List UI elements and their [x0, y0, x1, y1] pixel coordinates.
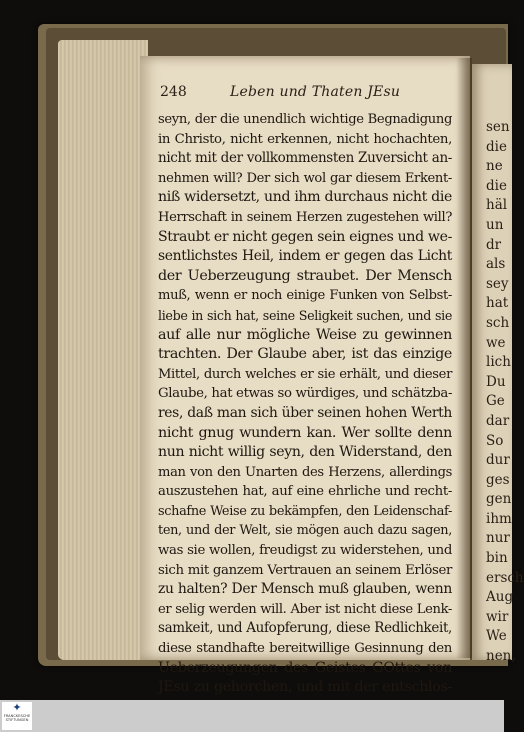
page-body-text [158, 110, 452, 717]
facing-page-fragment: die [486, 138, 507, 155]
text-line: der Ueberzeugung straubet. Der Mensch [158, 267, 452, 284]
facing-page-fragment: un [486, 216, 504, 233]
text-line: nehmen will? Der sich wol gar diesem Erkent- [158, 170, 452, 186]
facing-page-fragment: ges [486, 471, 510, 488]
facing-page-fragment: lich [486, 354, 511, 371]
text-line: seyn, der die unendlich wichtige Begnadigung [158, 112, 452, 127]
facing-page-fragment: ne [486, 158, 503, 175]
facing-page-fragment: dr [486, 236, 502, 253]
facing-page-fragments [472, 118, 524, 667]
text-line: Straubt er nicht gegen sein eignes und we- [158, 228, 453, 245]
institution-logo[interactable] [2, 702, 32, 730]
text-line: muß, wenn er noch einige Funken von Selbst- [158, 288, 452, 304]
facing-page-fragment: die [486, 177, 507, 194]
text-line: nun nicht willig seyn, den Widerstand, den [158, 444, 452, 461]
facing-page-fragment: gen [486, 491, 512, 508]
text-line: nicht mit der vollkommensten Zuversicht an- [158, 150, 452, 167]
book-gutter [456, 58, 472, 658]
text-line: nicht gnug wundern kan. Wer sollte denn [158, 424, 452, 441]
text-line: trachten. Der Glaube aber, ist das einzige [158, 346, 452, 363]
facing-page-fragment: sey [486, 275, 509, 292]
text-line: zu halten? Der Mensch muß glauben, wenn [158, 581, 452, 598]
facing-page-fragment: we [486, 334, 506, 351]
text-line: res, daß man sich über seinen hohen Werth [158, 404, 452, 421]
logo-text-line-2: STIFTUNGEN [5, 718, 29, 722]
page-number: 248 [160, 84, 187, 100]
facing-page [472, 64, 524, 665]
text-line: sich mit ganzem Vertrauen an seinem Erlöser [158, 562, 452, 578]
facing-page-fragment: sch [486, 314, 510, 331]
text-line: samkeit, und Aufopferung, diese Redlichkeit, [158, 620, 452, 637]
facing-page-fragment: Du [486, 373, 506, 390]
text-line: Glaube, hat etwas so würdiges, und schätzba- [158, 386, 453, 402]
facing-page-fragment: dar [486, 412, 510, 429]
logo-text-line-1: FRANCKESCHE [3, 714, 31, 718]
facing-page-fragment: So [486, 432, 504, 449]
facing-page-fragment: dur [486, 452, 510, 469]
text-line: Ueberzeugungen des Geistes GOttes von [158, 659, 452, 676]
text-line: in Christo, nicht erkennen, nicht hochachten, [158, 131, 452, 147]
text-line: schafne Weise zu bekämpfen, den Leidenschaf- [158, 503, 452, 519]
viewer-footer-bar [0, 700, 504, 732]
text-line: man von den Unarten des Herzens, allerdings [158, 464, 452, 480]
facing-page-fragment: sen [486, 119, 510, 135]
facing-page-fragment: bin [486, 550, 508, 567]
text-line: was sie wollen, freudigst zu widerstehen, und [158, 543, 452, 559]
text-line: er selig werden will. Aber ist nicht diese Lenk- [158, 601, 452, 617]
facing-page-fragment: häl [486, 197, 508, 214]
facing-page-fragment: Ge [486, 393, 505, 410]
text-line: auszustehen hat, auf eine ehrliche und recht- [158, 484, 452, 500]
running-head: Leben und Thaten JEsu [230, 84, 401, 100]
text-line: auf alle nur mögliche Weise zu gewinnen [158, 326, 452, 343]
facing-page-fragment: wir [486, 608, 509, 625]
facing-page-fragment: nur [486, 530, 510, 547]
text-line: Mittel, durch welches er sie erhält, und dieser [158, 366, 452, 382]
page-header [160, 84, 450, 106]
text-line: liebe in sich hat, seine Seligkeit suchen, und sie [158, 307, 452, 323]
facing-page-fragment: nen, [486, 648, 516, 665]
text-line: ten, und der Welt, sie mögen auch dazu sagen, [158, 523, 452, 539]
page-block-edge [58, 40, 148, 660]
text-line: JEsu zu gehorchen, und mit der entschlos- [158, 679, 452, 696]
text-line: diese standhafte bereitwillige Gesinnung den [158, 641, 452, 657]
facing-page-fragment: ihm [486, 510, 512, 527]
text-line: niß widersetzt, und ihm durchaus nicht die [158, 189, 452, 206]
text-line: Herrschaft in seinem Herzen zugestehen will? [158, 209, 452, 225]
facing-page-fragment: Aug [486, 589, 514, 606]
text-line: sentlichstes Heil, indem er gegen das Licht [158, 248, 452, 265]
facing-page-fragment: We [486, 628, 507, 645]
facing-page-fragment: hat [486, 295, 509, 312]
facing-page-fragment: ersch [486, 569, 524, 586]
logo-mark-icon: ✦ [12, 701, 22, 714]
facing-page-fragment: als [486, 256, 506, 273]
